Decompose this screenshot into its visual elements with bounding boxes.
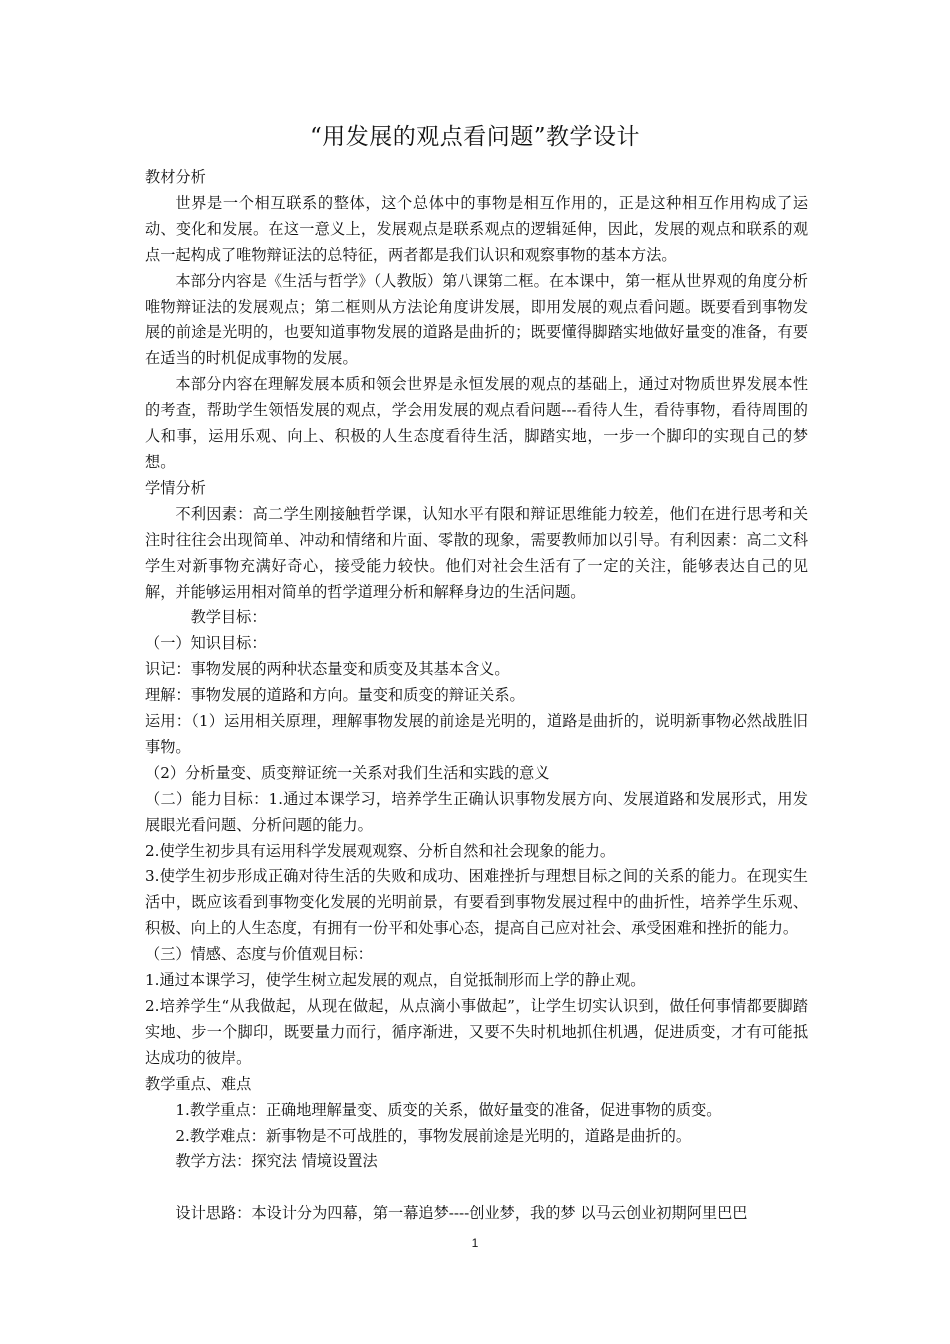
page-number: 1 <box>471 1236 479 1250</box>
paragraph: 1.教学重点：正确地理解量变、质变的关系，做好量变的准备，促进事物的质变。 <box>175 1100 722 1119</box>
blank-line <box>145 1175 808 1201</box>
section-heading: 教学目标： <box>190 608 267 627</box>
paragraph: 1.通过本课学习，使学生树立起发展的观点，自觉抵制形而上学的静止观。 <box>145 971 646 990</box>
paragraph: 设计思路：本设计分为四幕，第一幕追梦----创业梦，我的梦 以马云创业初期阿里巴巴 <box>175 1204 748 1223</box>
subsection-heading: （一）知识目标： <box>145 634 267 653</box>
paragraph: 运用：（1）运用相关原理，理解事物发展的前途是光明的，道路是曲折的，说明新事物必然战胜旧事物。 <box>145 712 808 756</box>
paragraph: （二）能力目标：1.通过本课学习，培养学生正确认识事物发展方向、发展道路和发展形式，用发展眼光看问题、分析问题的能力。 <box>145 789 808 834</box>
paragraph: 2.使学生初步具有运用科学发展观观察、分析自然和社会现象的能力。 <box>145 841 616 860</box>
paragraph: （2）分析量变、质变辩证统一关系对我们生活和实践的意义 <box>145 763 550 782</box>
paragraph: 理解：事物发展的道路和方向。量变和质变的辩证关系。 <box>145 686 525 705</box>
paragraph: 不利因素：高二学生刚接触哲学课，认知水平有限和辩证思维能力较差，他们在进行思考和关注时往往会出现简单、冲动和情绪和片面、零散的现象，需要教师加以引导。有利因素：高二文科学生对新事物充满好奇心，接受能力较快。他们对社会生活有了一定的关注，能够表达自己的见解，并能够运用相对简单的哲学道理分析和解释身边的生活问题。 <box>145 504 808 601</box>
paragraph: 世界是一个相互联系的整体，这个总体中的事物是相互作用的，正是这种相互作用构成了运动、变化和发展。在这一意义上，发展观点是联系观点的逻辑延伸，因此，发展的观点和联系的观点一起构成了唯物辩证法的总特征，两者都是我们认识和观察事物的基本方法。 <box>145 193 808 264</box>
paragraph: 本部分内容在理解发展本质和领会世界是永恒发展的观点的基础上，通过对物质世界发展本性的考查，帮助学生领悟发展的观点，学会用发展的观点看问题---看待人生，看待事物，看待周围的人和事，运用乐观、向上、积极的人生态度看待生活，脚踏实地，一步一个脚印的实现自己的梦想。 <box>145 375 808 471</box>
paragraph: 本部分内容是《生活与哲学》（人教版）第八课第二框。在本课中，第一框从世界观的角度分析唯物辩证法的发展观点；第二框则从方法论角度讲发展，即用发展的观点看问题。既要看到事物发展的前途是光明的，也要知道事物发展的道路是曲折的；既要懂得脚踏实地做好量变的准备，有要在适当的时机促成事物的发展。 <box>145 271 808 368</box>
paragraph: 2.培养学生“从我做起，从现在做起，从点滴小事做起”，让学生切实认识到，做任何事情都要脚踏实地、步一个脚印，既要量力而行，循序渐进，又要不失时机地抓住机遇，促进质变，才有可能抵达成功的彼岸。 <box>145 997 808 1067</box>
document-title: “用发展的观点看问题”教学设计 <box>309 124 641 150</box>
section-heading: 学情分析 <box>145 478 206 497</box>
paragraph: 识记：事物发展的两种状态量变和质变及其基本含义。 <box>145 660 510 679</box>
paragraph: 教学方法：探究法 情境设置法 <box>175 1152 378 1171</box>
section-heading: 教学重点、难点 <box>145 1074 252 1093</box>
paragraph: 3.使学生初步形成正确对待生活的失败和成功、困难挫折与理想目标之间的关系的能力。在现实生活中，既应该看到事物变化发展的光明前景，有要看到事物发展过程中的曲折性，培养学生乐观、积极、向上的人生态度，有拥有一份平和处事心态，提高自己应对社会、承受困难和挫折的能力。 <box>145 867 808 938</box>
paragraph: 2.教学难点：新事物是不可战胜的，事物发展前途是光明的，道路是曲折的。 <box>175 1126 692 1145</box>
subsection-heading: （三）情感、态度与价值观目标： <box>145 945 373 964</box>
document-body <box>145 165 808 1227</box>
section-heading: 教材分析 <box>145 168 206 186</box>
